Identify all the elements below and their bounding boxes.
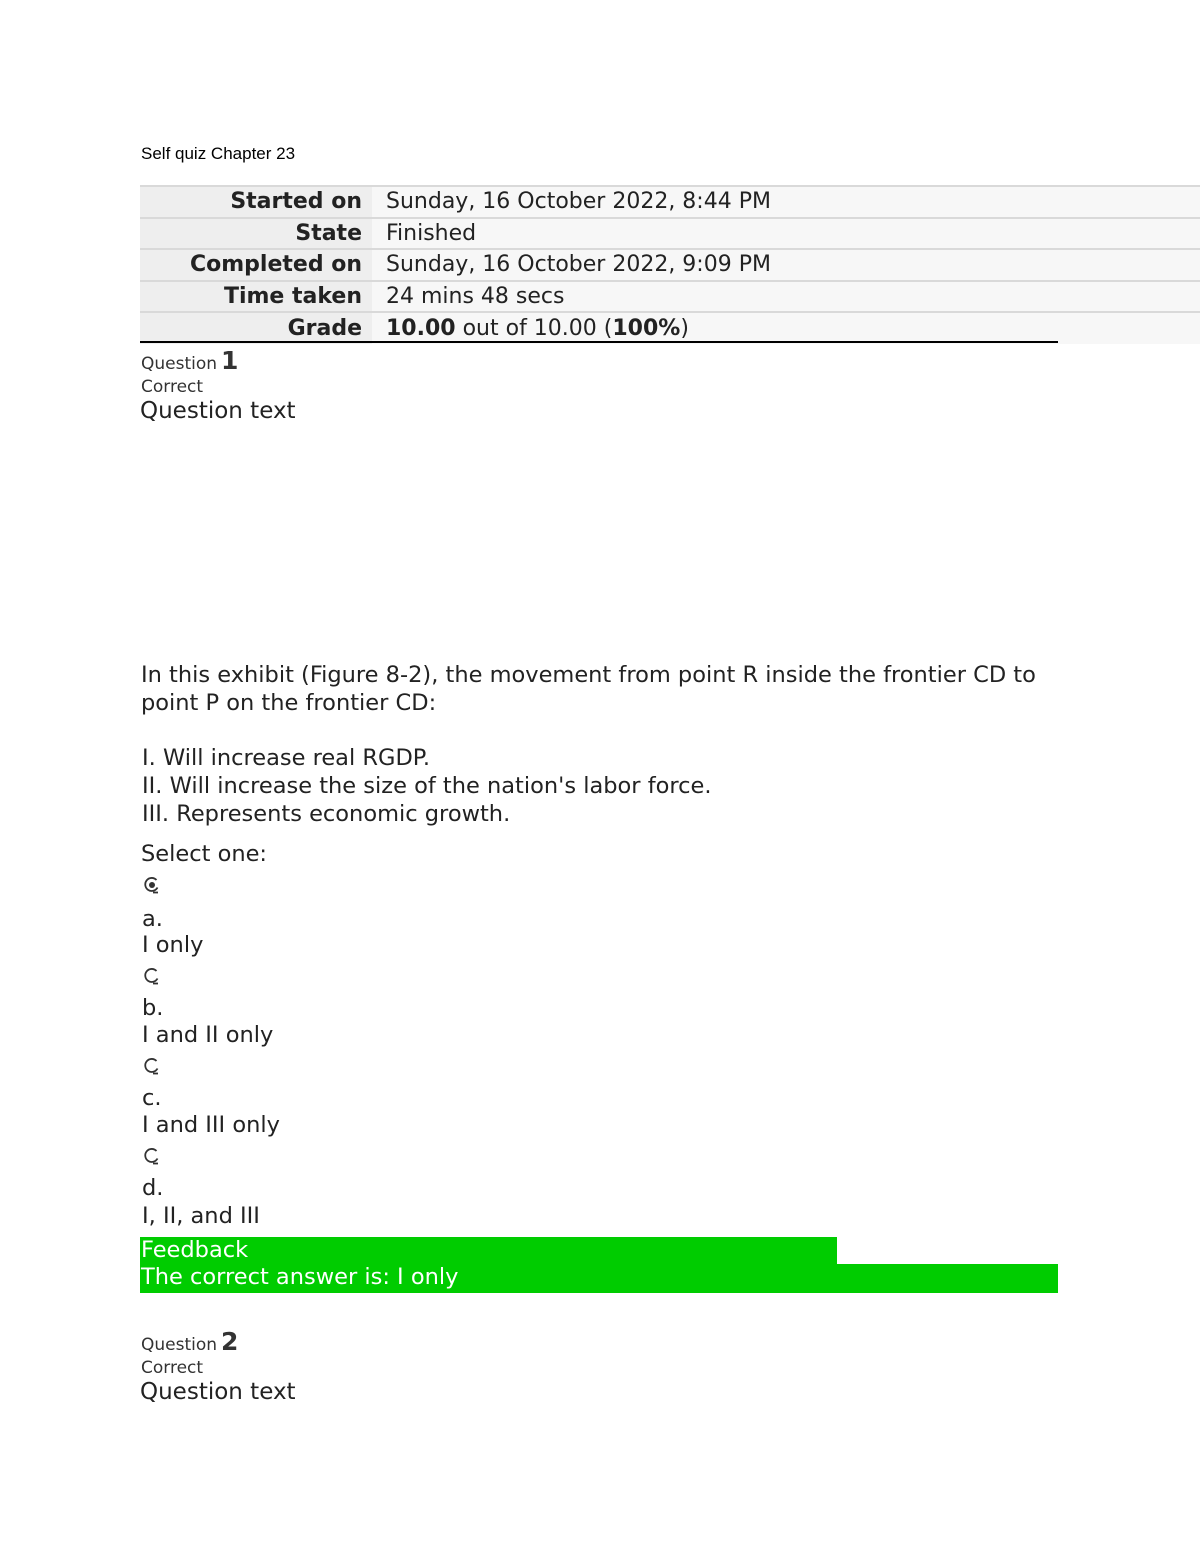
grade-close: ): [680, 316, 689, 342]
radio-selected-icon[interactable]: [143, 876, 161, 894]
summary-label: Completed on: [140, 249, 372, 281]
option-b-letter: b.: [142, 995, 164, 1021]
question-word: Question: [141, 354, 218, 374]
option-d-letter: d.: [142, 1175, 164, 1201]
option-d-text[interactable]: I, II, and III: [142, 1203, 260, 1229]
feedback-label: Feedback: [141, 1237, 249, 1263]
question-prompt-text: In this exhibit (Figure 8-2), the movement from point R inside the frontier CD to point P on the frontier CD:: [141, 662, 1036, 716]
summary-label: State: [140, 218, 372, 250]
question-1-text-label: Question text: [140, 398, 296, 424]
summary-row-started: [140, 186, 1200, 218]
grade-out-of: out of 10.00 (: [455, 316, 613, 342]
summary-value: Finished: [372, 218, 1200, 250]
select-one-label: Select one:: [141, 841, 268, 867]
radio-unselected-icon[interactable]: [143, 967, 161, 985]
question-number: 2: [221, 1327, 239, 1356]
option-a-letter: a.: [142, 906, 163, 932]
option-b-text[interactable]: I and II only: [142, 1022, 274, 1048]
summary-value: Sunday, 16 October 2022, 9:09 PM: [372, 249, 1200, 281]
grade-score: 10.00: [386, 316, 456, 342]
question-1-header: [141, 346, 238, 375]
question-2-text-label: Question text: [140, 1379, 296, 1405]
summary-label: Time taken: [140, 281, 372, 313]
summary-value: Sunday, 16 October 2022, 8:44 PM: [372, 186, 1200, 218]
summary-label: Grade: [140, 312, 372, 344]
question-word: Question: [141, 1335, 218, 1355]
summary-row-grade: [140, 312, 1200, 344]
question-1-statements: [142, 744, 712, 828]
question-number: 1: [221, 346, 239, 375]
option-c-text[interactable]: I and III only: [142, 1112, 280, 1138]
statement-item: III. Represents economic growth.: [142, 801, 511, 827]
grade-value: [372, 312, 1200, 344]
radio-unselected-icon[interactable]: [143, 1057, 161, 1075]
question-1-state: Correct: [141, 377, 204, 397]
statement-item: I. Will increase real RGDP.: [142, 745, 430, 771]
summary-row-time-taken: [140, 281, 1200, 313]
summary-row-completed: [140, 249, 1200, 281]
option-a-text[interactable]: I only: [142, 932, 204, 958]
statement-item: II. Will increase the size of the nation's labor force.: [142, 773, 712, 799]
question-2-state: Correct: [141, 1358, 204, 1378]
document-title: Self quiz Chapter 23: [141, 144, 296, 163]
question-2-header: [141, 1327, 238, 1356]
summary-label: Started on: [140, 186, 372, 218]
grade-percent: 100%: [612, 316, 681, 342]
attempt-summary-table: [140, 185, 1200, 344]
feedback-answer: The correct answer is: I only: [141, 1264, 459, 1290]
summary-row-state: [140, 218, 1200, 250]
question-1-prompt: [141, 662, 1081, 717]
summary-divider: [140, 341, 1058, 343]
option-c-letter: c.: [142, 1085, 162, 1111]
radio-unselected-icon[interactable]: [143, 1147, 161, 1165]
summary-value: 24 mins 48 secs: [372, 281, 1200, 313]
